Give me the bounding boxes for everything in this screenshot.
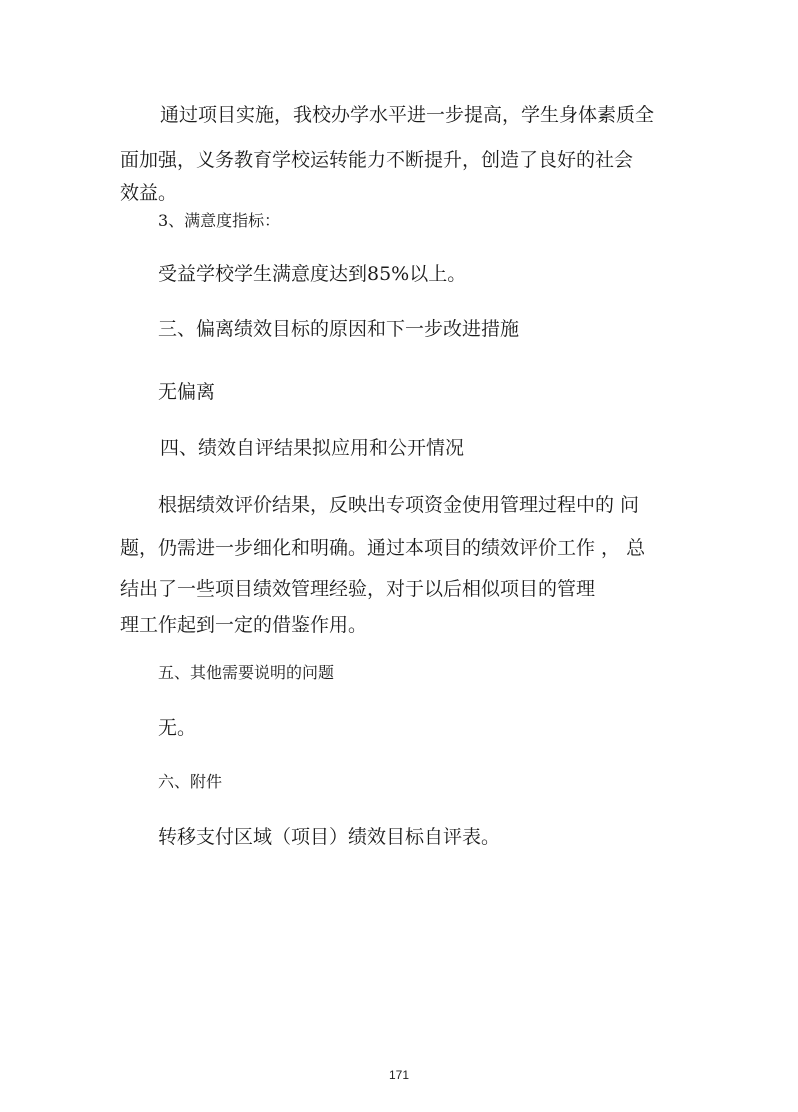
paragraph-line: 受益学校学生满意度达到85%以上。 — [158, 263, 467, 285]
page-number: 171 — [388, 1068, 410, 1082]
paragraph-line: 面加强，义务教育学校运转能力不断提升，创造了良好的社会 — [120, 149, 634, 171]
paragraph-line: 结出了一些项目绩效管理经验，对于以后相似项目的管理 — [120, 578, 596, 600]
paragraph-line: 转移支付区域（项目）绩效目标自评表。 — [158, 826, 501, 848]
section-heading: 三、偏离绩效目标的原因和下一步改进措施 — [158, 318, 520, 340]
paragraph-line: 无偏离 — [158, 381, 216, 403]
paragraph-line: 无。 — [158, 717, 197, 739]
section-heading: 四、绩效自评结果拟应用和公开情况 — [160, 437, 465, 459]
paragraph-line: 通过项目实施，我校办学水平进一步提高，学生身体素质全 — [160, 104, 655, 126]
section-heading: 六、附件 — [158, 772, 223, 791]
paragraph-line: 效益。 — [120, 182, 178, 204]
paragraph-line: 题，仍需进一步细化和明确。通过本项目的绩效评价工作 ， 总 — [120, 537, 646, 559]
section-subheading: 3、满意度指标： — [158, 211, 281, 230]
section-heading: 五、其他需要说明的问题 — [158, 663, 335, 682]
paragraph-line: 理工作起到一定的借鉴作用。 — [120, 614, 368, 636]
paragraph-line: 根据绩效评价结果，反映出专项资金使用管理过程中的 问 — [158, 494, 640, 516]
